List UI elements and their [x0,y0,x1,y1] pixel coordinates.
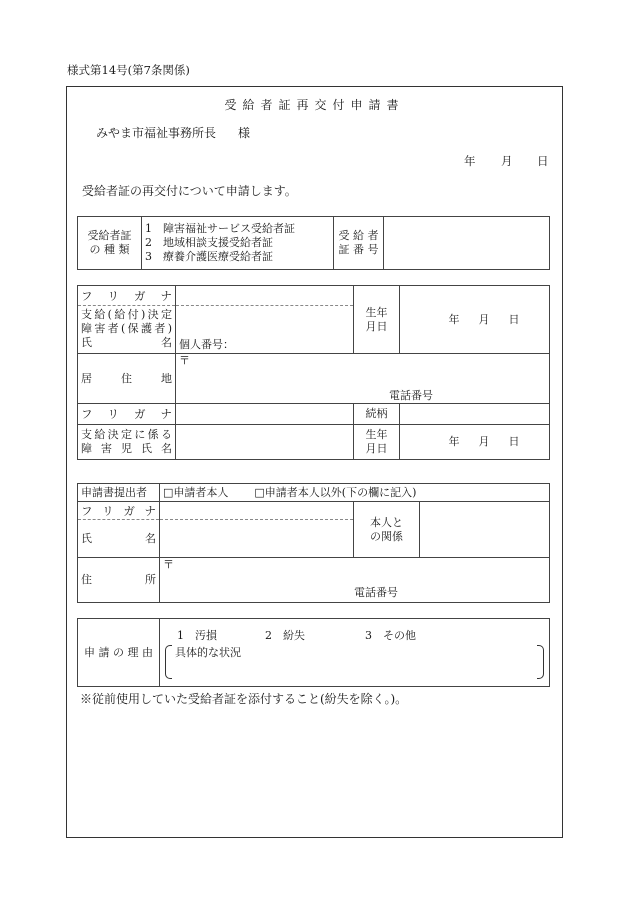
child-name-label [78,425,176,460]
cert-type-label-2: の 種 類 [89,243,130,256]
address-field[interactable] [176,354,550,404]
submitter-furigana-label [78,502,160,520]
submitter-header-label: 申請書提出者 [78,484,160,502]
submitter-furigana-text: フ リ ガ ナ [81,503,156,518]
cert-number-field[interactable] [384,217,550,270]
reason-table [77,618,550,687]
submitter-address-label [78,558,160,603]
cert-number-label-2: 証 番 号 [338,243,379,256]
submitter-options [160,484,550,502]
postal-mark: 〒 [179,354,190,367]
birth2-date-field[interactable] [400,425,550,460]
reason-option-3[interactable]: 3 その他 [365,629,416,642]
birth2-label-2: 月日 [365,442,388,455]
submitter-relation-field[interactable] [420,502,550,558]
intro-text: 受給者証の再交付について申請します。 [82,184,297,198]
addressee-name: みやま市福祉事務所長 [96,126,217,140]
addressee [96,124,250,141]
phone-label: 電話番号 [389,389,433,402]
reason-field [160,619,550,687]
cert-option-2[interactable]: 2 地域相談支援受給者証 [145,236,273,249]
reason-detail-box[interactable] [163,645,546,679]
reason-option-2[interactable]: 2 紛失 [265,629,305,642]
cert-option-1[interactable]: 1 障害福祉サービス受給者証 [145,222,295,235]
option-self-checkbox[interactable]: □申請者本人 [163,485,229,499]
furigana-label-text: フ リ ガ ナ [81,288,172,303]
birth-label-1: 生年 [365,305,388,319]
birth-date-field[interactable] [400,286,550,354]
cert-number-label [334,217,384,270]
reason-detail-label: 具体的な状況 [175,646,241,659]
birth-year: 年 [448,312,460,326]
applicant-table [77,285,550,460]
form-title: 受給者証再交付申請書 [224,98,405,112]
submitter-relation-label [354,502,420,558]
birth2-year: 年 [448,435,460,448]
subject-label-1: 支給(給付)決定 [81,308,172,321]
furigana-label [78,286,176,306]
subject-name-field[interactable] [176,306,354,354]
left-bracket [165,645,172,679]
subject-label-3: 氏 名 [81,336,172,349]
child-label-2: 障 害 児 氏 名 [81,442,172,455]
submitter-address-field[interactable] [160,558,550,603]
attachment-note: ※従前使用していた受給者証を添付すること(紛失を除く。)。 [80,692,408,706]
form-code: 様式第14号(第7条関係) [67,63,190,77]
subject-name-label [78,306,176,354]
furigana2-label [78,404,176,425]
submitter-phone-label: 電話番号 [354,586,398,599]
submitter-name-field[interactable] [160,520,354,558]
reason-option-1[interactable]: 1 汚損 [177,629,217,642]
relation-label: 続柄 [354,404,400,425]
reason-label [78,619,160,687]
date-year: 年 [464,154,476,168]
address-label-text: 居 住 地 [81,371,172,385]
birth2-label-1: 生年 [365,428,388,441]
subject-label-2: 障害者(保護者) [81,322,172,335]
cert-number-label-1: 受 給 者 [338,229,379,242]
submitter-relation-1: 本人と [370,515,403,529]
submitter-address-text: 住 所 [81,573,156,586]
submitter-name-label [78,520,160,558]
cert-option-3[interactable]: 3 療養介護医療受給者証 [145,250,273,263]
birth-month: 月 [478,312,490,326]
furigana2-label-text: フ リ ガ ナ [81,407,172,421]
furigana2-field[interactable] [176,404,354,425]
submitter-postal-mark: 〒 [163,558,174,571]
relation-field[interactable] [400,404,550,425]
birth-day: 日 [508,312,520,326]
addressee-suffix: 様 [238,126,251,140]
individual-number-label: 個人番号： [179,338,234,351]
birth2-day: 日 [508,435,520,448]
cert-type-table [77,216,550,270]
submitter-relation-2: の関係 [370,529,403,543]
birth2-month: 月 [478,435,490,448]
reason-options [163,629,546,643]
right-bracket [537,645,544,679]
birth-label [354,286,400,354]
birth2-label [354,425,400,460]
date-month: 月 [501,154,513,168]
child-label-1: 支給決定に係る [81,428,172,441]
submitter-table [77,483,550,603]
option-other-checkbox[interactable]: □申請者本人以外(下の欄に記入) [254,485,417,499]
cert-type-options [142,217,334,270]
reason-label-text: 申 請 の 理 由 [84,645,153,659]
submitter-name-text: 氏 名 [81,531,156,545]
submitter-furigana-field[interactable] [160,502,354,520]
birth-label-2: 月日 [365,319,388,333]
cert-type-label-1: 受給者証 [87,229,132,242]
cert-type-label [78,217,142,270]
furigana-field[interactable] [176,286,354,306]
child-name-field[interactable] [176,425,354,460]
date-day: 日 [537,154,549,168]
address-label [78,354,176,404]
